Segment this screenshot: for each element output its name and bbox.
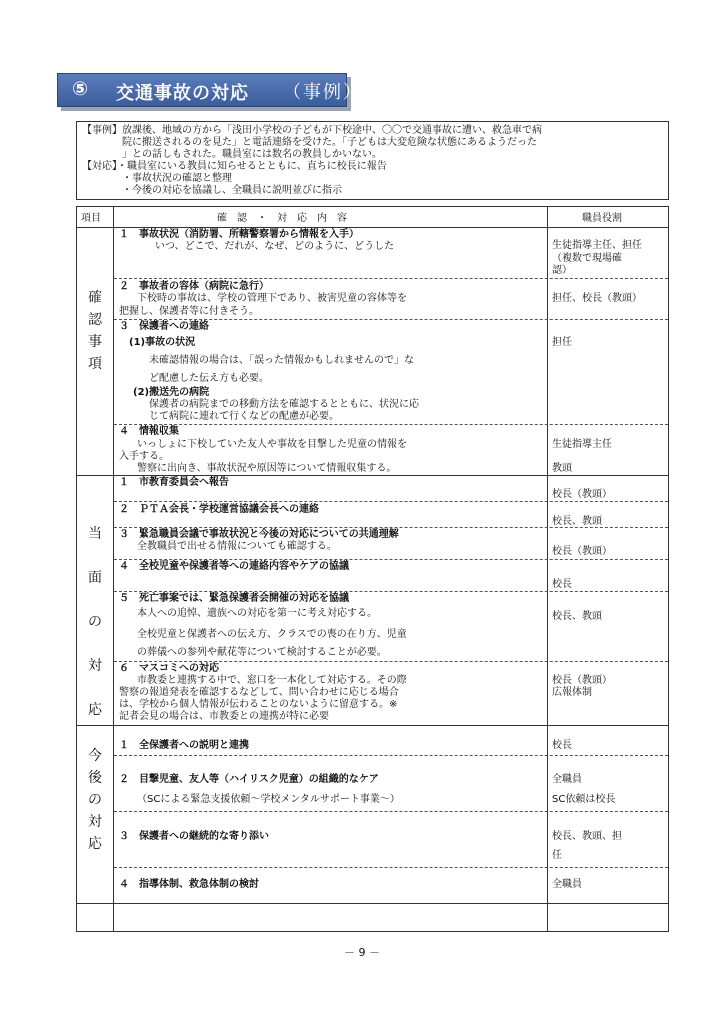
immediate-row-5-body: の葬儀への参列や献花等について検討することが必要。 <box>137 647 387 658</box>
confirm-row-1-role: 認） <box>552 265 572 276</box>
confirm-row-3-title: ３ 保護者への連絡 <box>119 321 209 332</box>
confirm-row-3-body: じて病院に連れて行くなどの配慮が必要。 <box>149 411 339 422</box>
future-row-2-body: （SCによる緊急支援依頼～学校メンタルサポート事業～） <box>137 794 400 805</box>
confirm-row-2-role: 担任、校長（教頭） <box>552 293 642 304</box>
immediate-row-6-role: 校長（教頭） <box>552 675 612 686</box>
row-divider <box>114 661 668 662</box>
immediate-row-3-title: ３ 緊急職員会議で事故状況と今後の対応についての共通理解 <box>119 529 399 540</box>
future-row-1-title: １ 全保護者への説明と連携 <box>119 740 249 751</box>
confirm-row-1-role: （複数で現場確 <box>552 253 622 264</box>
header-content: 確 認 ・ 対 応 内 容 <box>217 213 347 224</box>
immediate-row-1-title: １ 市教育委員会へ報告 <box>119 477 229 488</box>
immediate-row-2-role: 校長、教頭 <box>552 516 602 527</box>
future-row-3-role: 任 <box>552 850 562 861</box>
future-row-4-role: 全職員 <box>552 879 582 890</box>
confirm-row-3-body: 未確認情報の場合は、「誤った情報かもしれませんので」な <box>149 355 414 366</box>
immediate-row-5-body: 本人への追悼、遺族への対応を第一に考え対応する。 <box>137 608 377 619</box>
immediate-row-6-body: は、学校から個人情報が伝わることのないように留意する。※ <box>119 699 398 710</box>
case-line: ・今後の対応を協議し、全職員に説明並びに指示 <box>82 185 342 196</box>
confirm-row-2-title: ２ 事故者の容体（病院に急行） <box>119 281 269 292</box>
immediate-row-6-body: 記者会見の場合は、市教委との連携が特に必要 <box>119 711 329 722</box>
immediate-row-6-body: 市教委と連携する中で、窓口を一本化して対応する。その際 <box>137 675 407 686</box>
row-divider <box>77 903 668 904</box>
immediate-row-4-title: ４ 全校児童や保護者等への連絡内容やケアの協議 <box>119 561 349 572</box>
confirm-row-4-body: 警察に出向き、事故状況や原因等について情報収集する。 <box>137 463 397 474</box>
case-line: 院に搬送されるのを見た」と電話連絡を受けた。「子どもは大変危険な状態にあるようだった <box>82 137 537 148</box>
confirm-row-3-role: 担任 <box>552 337 572 348</box>
confirm-row-1-body: いつ、どこで、だれが、なぜ、どのように、どうした <box>155 241 395 252</box>
section-title-bar <box>57 73 363 107</box>
row-divider <box>114 755 668 756</box>
confirm-row-1-role: 生徒指導主任、担任 <box>552 240 642 251</box>
immediate-row-6-title: ６ マスコミへの対応 <box>119 663 219 674</box>
future-row-2-role: SC依頼は校長 <box>552 794 616 805</box>
header-item: 項目 <box>81 213 101 224</box>
confirm-row-4-role: 生徒指導主任 <box>552 439 612 450</box>
header-divider <box>77 227 668 228</box>
confirm-row-3-body: ど配慮した伝え方も必要。 <box>149 373 269 384</box>
column-divider <box>547 207 548 931</box>
column-divider <box>113 207 114 931</box>
section-label-future: 今 後 の 対 応 <box>88 748 102 852</box>
response-table <box>76 206 669 932</box>
immediate-row-5-role: 校長、教頭 <box>552 611 602 622</box>
confirm-row-2-body: 下校時の事故は、学校の管理下であり、被害児童の容体等を <box>137 293 407 304</box>
future-row-2-role: 全職員 <box>552 774 582 785</box>
header-role: 職員役割 <box>582 213 622 224</box>
section-divider <box>77 725 668 726</box>
immediate-row-5-body: 全校児童と保護者への伝え方、クラスでの喪の在り方、児童 <box>137 629 407 640</box>
row-divider <box>114 867 668 868</box>
section-number: ⑤ <box>72 78 89 100</box>
future-row-1-role: 校長 <box>552 740 572 751</box>
page-number: － 9 － <box>344 946 380 959</box>
section-title: 交通事故の対応 <box>116 83 249 104</box>
case-line: 【事例】放課後、地域の方から「浅田小学校の子どもが下校途中、〇〇で交通事故に遭い、救急車で病 <box>82 125 542 136</box>
confirm-row-3-sub: (2)搬送先の病院 <box>133 387 210 398</box>
row-divider <box>114 424 668 425</box>
immediate-row-1-role: 校長（教頭） <box>552 489 612 500</box>
future-row-2-title: ２ 目撃児童、友人等（ハイリスク児童）の組織的なケア <box>119 774 379 785</box>
section-label-confirm: 確 認 事 項 <box>88 290 102 372</box>
row-divider <box>114 527 668 528</box>
confirm-row-3-sub: (1)事故の状況 <box>129 337 196 348</box>
case-line: 」との話しもされた。職員室には数名の教員しかいない。 <box>82 149 382 160</box>
case-line: ・事故状況の確認と整理 <box>82 173 232 184</box>
confirm-row-3-body: 保護者の病院までの移動方法を確認するとともに、状況に応 <box>149 399 419 410</box>
row-divider <box>114 811 668 812</box>
confirm-row-1-title: １ 事故状況（消防署、所轄警察署から情報を入手） <box>119 229 359 240</box>
immediate-row-3-role: 校長（教頭） <box>552 546 612 557</box>
confirm-row-4-title: ４ 情報収集 <box>119 426 179 437</box>
row-divider <box>114 319 668 320</box>
confirm-row-4-body: 入手する。 <box>119 451 169 462</box>
immediate-row-2-title: ２ ＰＴＡ会長・学校運営協議会長への連絡 <box>119 504 319 515</box>
row-divider <box>114 501 668 502</box>
row-divider <box>114 278 668 279</box>
section-subtitle: （事例） <box>283 82 363 103</box>
section-divider <box>77 475 668 476</box>
confirm-row-4-body: いっしょに下校していた友人や事故を目撃した児童の情報を <box>137 439 407 450</box>
case-description-box <box>76 121 669 200</box>
confirm-row-2-body: 把握し、保護者等に付きそう。 <box>119 306 259 317</box>
future-row-3-title: ３ 保護者への継続的な寄り添い <box>119 831 269 842</box>
immediate-row-5-title: ５ 死亡事案では、緊急保護者会開催の対応を協議 <box>119 593 349 604</box>
case-line: 【対応】・職員室にいる教員に知らせるとともに、直ちに校長に報告 <box>82 161 387 172</box>
immediate-row-4-role: 校長 <box>552 579 572 590</box>
future-row-3-role: 校長、教頭、担 <box>552 831 622 842</box>
immediate-row-3-body: 全教職員で出せる情報についても確認する。 <box>137 541 337 552</box>
confirm-row-4-role: 教頭 <box>552 463 572 474</box>
row-divider <box>114 591 668 592</box>
immediate-row-6-body: 警察の報道発表を確認するなどして、問い合わせに応じる場合 <box>119 687 399 698</box>
immediate-row-6-role: 広報体制 <box>552 687 592 698</box>
section-label-immediate: 当 面 の 対 応 <box>88 526 102 718</box>
row-divider <box>114 559 668 560</box>
future-row-4-title: ４ 指導体制、救急体制の検討 <box>119 879 259 890</box>
